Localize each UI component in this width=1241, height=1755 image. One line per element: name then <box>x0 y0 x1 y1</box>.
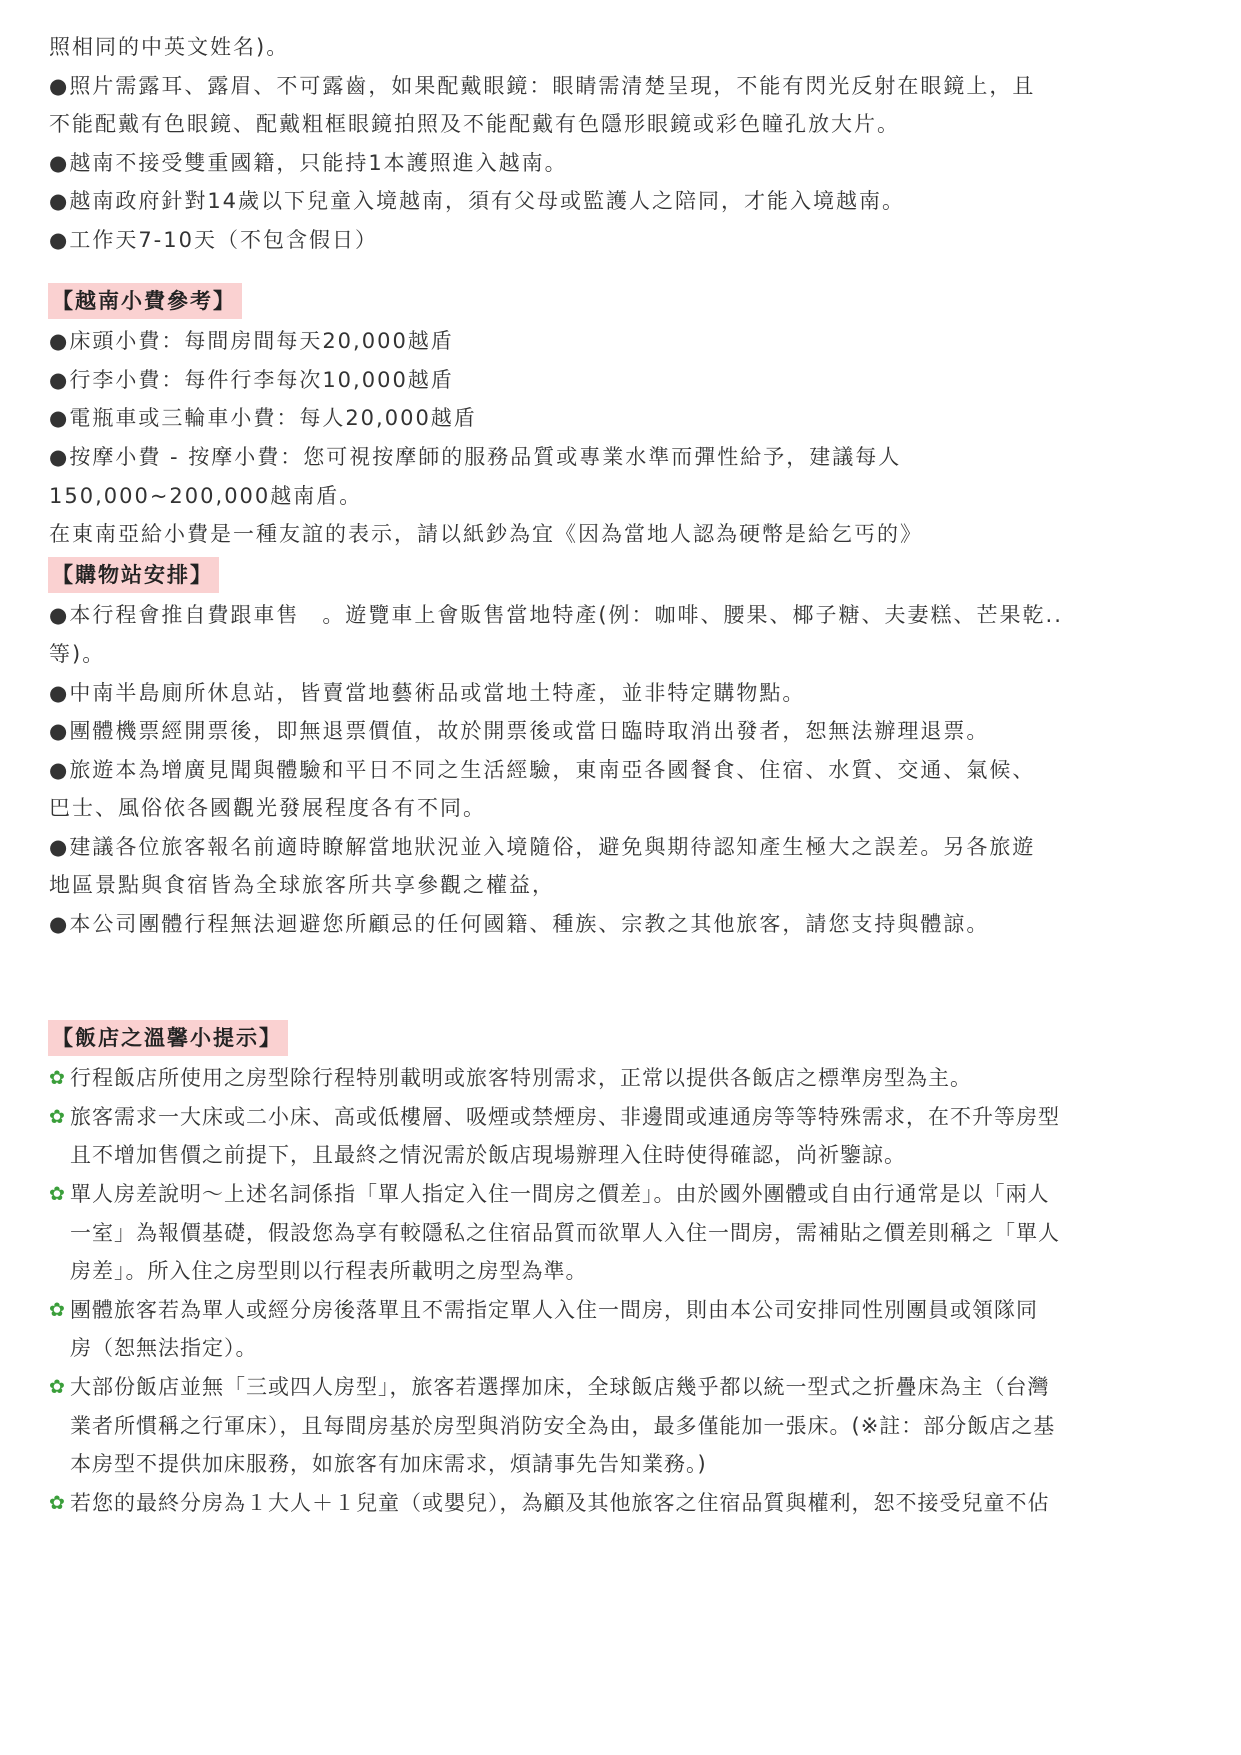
text-line: 業者所慣稱之行軍床），且每間房基於房型與消防安全為由，最多僅能加一張床。(※註：部分飯店之基 <box>70 1413 1056 1438</box>
hotel-tip-item <box>0 1175 1241 1291</box>
text-line: ●電瓶車或三輪車小費：每人20,000越盾 <box>49 406 477 431</box>
flower-bullet-icon <box>49 1098 69 1137</box>
text-line: ●床頭小費：每間房間每天20,000越盾 <box>49 329 454 354</box>
text-line: 等)。 <box>49 641 106 666</box>
text-line <box>0 1175 1241 1214</box>
text-line: ●越南不接受雙重國籍，只能持1本護照進入越南。 <box>49 150 568 175</box>
flower-bullet-icon <box>49 1484 69 1523</box>
text-line <box>0 1059 1241 1098</box>
item-text: 若您的最終分房為１大人＋１兒童（或嬰兒），為顧及其他旅客之住宿品質與權利，恕不接受兒童不佔 <box>70 1490 1050 1515</box>
section-heading-row <box>0 1019 1241 1058</box>
flower-bullet-icon <box>49 1368 69 1407</box>
text-line: ●本行程會推自費跟車售 。遊覽車上會販售當地特產(例：咖啡、腰果、椰子糖、夫妻糕、芒果乾.. <box>49 603 1063 628</box>
hotel-tip-item <box>0 1059 1241 1098</box>
text-line: ●中南半島廁所休息站，皆賣當地藝術品或當地土特產，並非特定購物點。 <box>49 680 806 705</box>
tipping-section <box>0 282 1241 554</box>
text-line <box>0 1484 1241 1523</box>
section-heading-row <box>0 282 1241 321</box>
section-heading-tips: 【越南小費參考】 <box>48 283 242 319</box>
item-text: 單人房差說明～上述名詞係指「單人指定入住一間房之價差」。由於國外團體或自由行通常是以「兩人 <box>70 1182 1050 1207</box>
item-text: 旅客需求一大床或二小床、高或低樓層、吸煙或禁煙房、非邊間或連通房等等特殊需求，在不升等房型 <box>70 1104 1060 1129</box>
text-line <box>0 1291 1241 1330</box>
text-line: 房差」。所入住之房型則以行程表所載明之房型為準。 <box>70 1259 588 1284</box>
hotel-tip-item <box>0 1484 1241 1523</box>
text-line: ●行李小費：每件行李每次10,000越盾 <box>49 367 454 392</box>
text-line: 本房型不提供加床服務，如旅客有加床需求，煩請事先告知業務。) <box>70 1452 707 1477</box>
text-line: 在東南亞給小費是一種友誼的表示，請以紙鈔為宜《因為當地人認為硬幣是給乞丐的》 <box>49 522 923 547</box>
item-text: 大部份飯店並無「三或四人房型」，旅客若選擇加床，全球飯店幾乎都以統一型式之折疊床為主（台灣 <box>70 1375 1050 1399</box>
text-line: 150,000~200,000越南盾。 <box>49 483 363 508</box>
text-line: ●本公司團體行程無法迴避您所顧忌的任何國籍、種族、宗教之其他旅客，請您支持與體諒。 <box>49 912 990 937</box>
flower-bullet-icon <box>49 1175 69 1214</box>
text-line: ●團體機票經開票後，即無退票價值，故於開票後或當日臨時取消出發者，恕無法辦理退票。 <box>49 719 990 744</box>
text-line: ●照片需露耳、露眉、不可露齒，如果配戴眼鏡：眼睛需清楚呈現，不能有閃光反射在眼鏡上，且 <box>49 73 1036 98</box>
hotel-tip-item <box>0 1368 1241 1484</box>
text-line <box>0 1098 1241 1137</box>
text-line: ●越南政府針對14歲以下兒童入境越南，須有父母或監護人之陪同，才能入境越南。 <box>49 189 906 214</box>
text-line: 房（恕無法指定）。 <box>70 1336 258 1361</box>
text-line: 地區景點與食宿皆為全球旅客所共享參觀之權益， <box>49 873 555 898</box>
section-heading-shopping: 【購物站安排】 <box>48 557 219 593</box>
hotel-tip-item <box>0 1098 1241 1175</box>
text-line: 一室」為報價基礎，假設您為享有較隱私之住宿品質而欲單人入住一間房，需補貼之價差則稱之「單人 <box>70 1220 1060 1245</box>
text-line: 且不增加售價之前提下，且最終之情況需於飯店現場辦理入住時使得確認，尚祈鑒諒。 <box>70 1143 906 1168</box>
text-line: ●按摩小費 - 按摩小費：您可視按摩師的服務品質或專業水準而彈性給予，建議每人 <box>49 444 902 469</box>
text-line: 照相同的中英文姓名)。 <box>49 35 290 59</box>
hotel-tip-item <box>0 1291 1241 1368</box>
text-line: ●建議各位旅客報名前適時瞭解當地狀況並入境隨俗，避免與期待認知產生極大之誤差。另各旅遊 <box>49 834 1036 859</box>
text-line: ●工作天7-10天（不包含假日） <box>49 227 378 252</box>
flower-bullet-icon <box>49 1291 69 1330</box>
shopping-section <box>0 556 1241 944</box>
section-heading-hotel: 【飯店之溫馨小提示】 <box>48 1020 288 1056</box>
text-line: 巴士、風俗依各國觀光發展程度各有不同。 <box>49 796 486 821</box>
item-text: 行程飯店所使用之房型除行程特別載明或旅客特別需求，正常以提供各飯店之標準房型為主。 <box>70 1066 972 1091</box>
text-line: 不能配戴有色眼鏡、配戴粗框眼鏡拍照及不能配戴有色隱形眼鏡或彩色瞳孔放大片。 <box>49 112 900 137</box>
text-line <box>0 1368 1241 1407</box>
passport-notes-section <box>0 28 1241 260</box>
text-line: ●旅遊本為增廣見聞與體驗和平日不同之生活經驗，東南亞各國餐食、住宿、水質、交通、氣候、 <box>49 757 1036 782</box>
hotel-tips-section <box>0 1019 1241 1523</box>
item-text: 團體旅客若為單人或經分房後落單且不需指定單人入住一間房，則由本公司安排同性別團員或領隊同 <box>70 1297 1038 1322</box>
section-heading-row <box>0 556 1241 595</box>
flower-bullet-icon <box>49 1059 69 1098</box>
